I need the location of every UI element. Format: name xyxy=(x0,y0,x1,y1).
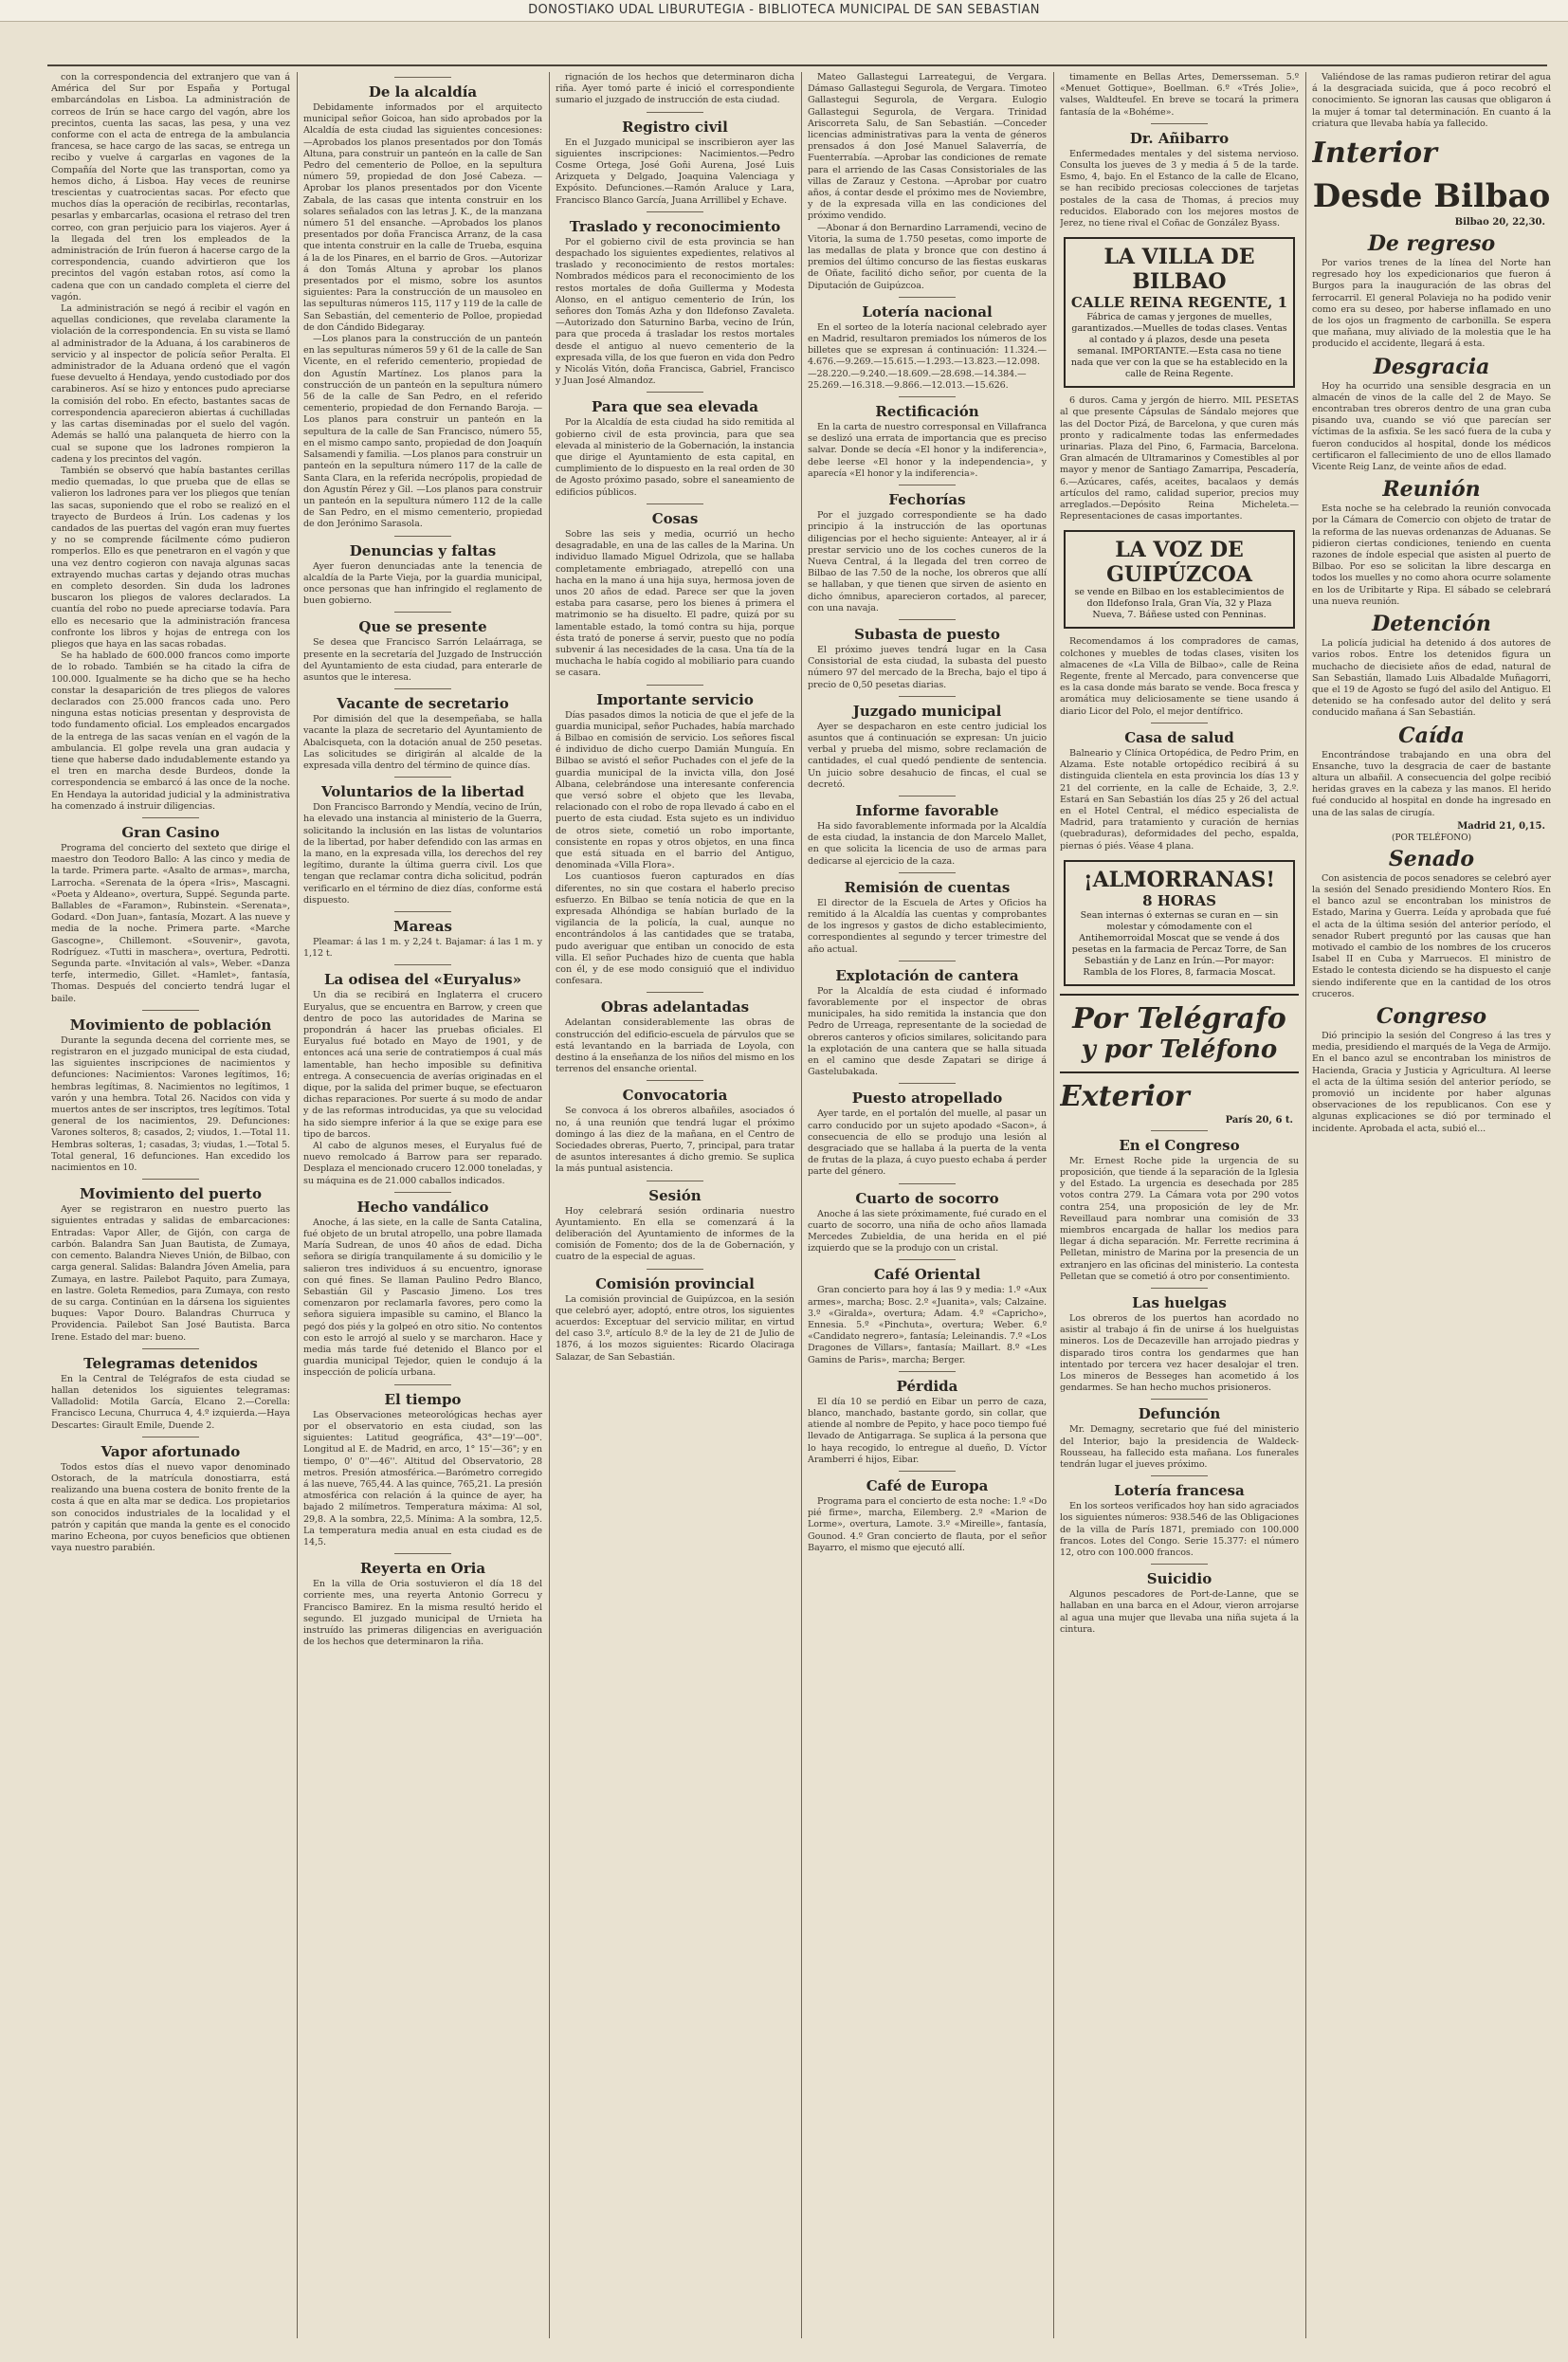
ad-subtitle: CALLE REINA REGENTE, 1 xyxy=(1070,294,1288,312)
article-text: El director de la Escuela de Artes y Oficios ha remitido á la Alcaldía las cuentas y comprobantes de los ingresos y gastos de dicho establecimiento, correspondientes al segundo y tercer trimestre del año actual. xyxy=(808,897,1047,955)
article-text: Anoche, á las siete, en la calle de Santa Catalina, fué objeto de un brutal atropello, una pobre llamada María Sudrean, de unos 40 años de edad. Dicha señora se dirigía tranquilamente á su domicilio y le salieron tres individuos á su encuentro, ignorase con qué fines. Se llaman Paulino Pedro Blanco, Sebastián Gil y Pascasio Jimeno. Los tres comenzaron por reclamarla favores, pero como la señora siguiera impasible su camino, el Blanco la pegó dos piés y la golpeó en otro sitio. No contentos con esto le arrojó al suelo y se marcharon. Hace y media más tarde fué detenido el Blanco por el guardia municipal Tejedor, quien le condujo á la inspección de policía urbana. xyxy=(303,1217,542,1379)
article-text: 6 duros. Cama y jergón de hierro. MIL PESETAS al que presente Cápsulas de Sándalo mejores que las del Doctor Pizá, de Barcelona, y que curen más pronto y radicalmente todas las enfermedades urinarias. Plaza del Pino, 6, Farmacia, Barcelona. Gran almacén de Ultramarinos y Comestibles al por mayor y menor de Santiago Zamarripa, Pescadería, 6.—Azúcares, cafés, aceites, bacalaos y demás artículos del ramo, calidad superior, precios muy arreglados.—Depósito Reina Micheleta.—Representaciones de casas importantes. xyxy=(1060,395,1299,522)
heading-rule xyxy=(899,696,956,697)
article-headline: Para que sea elevada xyxy=(592,398,758,416)
telegram-headline: Caída xyxy=(1398,723,1465,748)
article-headline: De la alcaldía xyxy=(368,83,478,101)
ad-title: LA VILLA DE BILBAO xyxy=(1103,245,1255,295)
article-headline: Las huelgas xyxy=(1132,1293,1227,1311)
ad-text: se vende en Bilbao en los establecimientos de don Ildefonso Irala, Gran Vía, 32 y Plaza Nueva, 7. Báñese usted con Penninas. xyxy=(1074,587,1285,621)
article-text: Días pasados dimos la noticia de que el jefe de la guardia municipal, señor Puchades, había marchado á Bilbao en comisión de servicio. Los señores fiscal é individuo de dicho cuerpo Damián Munguía. En Bilbao se avistó el señor Puchades con el jefe de la guardia municipal de la invicta villa, don José Albana, celebrándose una interesante conferencia que versó sobre el objeto que les llevaba, relacionado con el robo de ropa llevado á cabo en el puerto de esta ciudad. Esta sujeto es un individuo de otros siete, cometió un robo importante, consistente en ropas y otros objetos, en una finca que está situada en el barrio del Antiguo, denominada «Villa Flora». xyxy=(556,709,794,871)
heading-rule xyxy=(899,872,956,873)
heading-rule xyxy=(394,1553,451,1554)
article-text: Ha sido favorablemente informada por la Alcaldía de esta ciudad, la instancia de don Marcelo Mallet, en que solicita la licencia de uso de armas para dedicarse al ejercicio de la caza. xyxy=(808,820,1047,867)
article-headline: Denuncias y faltas xyxy=(349,541,497,559)
article-text: Por el gobierno civil de esta provincia se han despachado los siguientes expedientes, relativos al traslado y reconocimiento de restos mortales: Nombrados médicos para el reconocimiento de los restos mortales de doña Guillerma y Modesta Alonso, en el antiguo cementerio de Irún, los señores don Tomás Azha y don Ildefonso Zavaleta. —Autorizado don Saturnino Barba, vecino de Irún, para que proceda á trasladar los restos mortales desde el antiguo al nuevo cementerio de la expresada villa, de los que fueron en vida don Pedro y Nicolás Vitón, doña Francisca, Gabriel, Francisco y Juan José Almandoz. xyxy=(556,236,794,387)
article-text: Hoy ha ocurrido una sensible desgracia en un almacén de vinos de la calle del 2 de Mayo. Se encontraban tres obreros dentro de una gran cuba pisando uva, cuando se vió que parecían ser víctimas de la asfixia. Se les sacó fuera de la cuba y fueron conducidos al hospital, donde los médicos certificaron el fallecimiento de uno de ellos llamado Vicente Reig Lanz, de veinte años de edad. xyxy=(1312,380,1551,473)
article-headline: Reyerta en Oria xyxy=(359,1560,486,1578)
column-5 xyxy=(1060,72,1299,2348)
article-headline: Hecho vandálico xyxy=(356,1198,489,1216)
telegram-headline: Senado xyxy=(1388,846,1475,871)
banner-line-1: Por Telégrafo xyxy=(1072,1001,1286,1035)
section-title-large: Desde Bilbao xyxy=(1312,177,1551,216)
banner-line-2: y por Teléfono xyxy=(1081,1035,1278,1064)
heading-rule xyxy=(394,777,451,778)
article-text: Los obreros de los puertos han acordado no asistir al trabajo á fin de unirse á los huelguistas mineros. Los de Decazeville han arrojado piedras y disparado tiros contra los gendarmes que han intentado por tercera vez hacer desalojar el tren. Los mineros de Besseges han acometido á los gendarmes. Se han hecho muchos prisioneros. xyxy=(1060,1312,1299,1394)
heading-rule xyxy=(647,211,703,212)
article-text: Recomendamos á los compradores de camas, colchones y muebles de todas clases, visiten los almacenes de «La Villa de Bilbao», calle de Reina Regente, frente al Mercado, para convencerse que es la casa donde más barato se vende. Boca fresca y aromática muy deliciosamente se tiene usando á diario Licor del Polo, el mejor dentífrico. xyxy=(1060,636,1299,717)
article-headline: Pérdida xyxy=(896,1377,958,1395)
article-text: En la carta de nuestro corresponsal en Villafranca se deslizó una errata de importancia que es preciso salvar. Donde se decía «El honor y la indiferencia», debe leerse «El honor y la independencia», y aparecía «El honor y la indiferencia». xyxy=(808,422,1047,479)
article-headline: Rectificación xyxy=(875,403,979,421)
heading-rule xyxy=(394,612,451,613)
heading-rule xyxy=(1151,1288,1208,1289)
article-text: Adelantan considerablemente las obras de construcción del edificio-escuela de párvulos que se está levantando en la barriada de Loyola, con destino á la enseñanza de los niños del mismo en los terrenos del ensanche oriental. xyxy=(556,1017,794,1075)
heading-rule xyxy=(647,1269,703,1270)
column-3 xyxy=(556,72,794,2348)
telegram-headline: De regreso xyxy=(1367,231,1496,257)
article-headline: Sesión xyxy=(648,1186,702,1204)
article-text: En los sorteos verificados hoy han sido agraciados los siguientes números: 938.546 de las Obligaciones de la villa de París 1871, premiado con 100.000 francos. Lotes del Congo. Serie 15.377: el número 12, otro con 100.000 francos. xyxy=(1060,1501,1299,1558)
article-text: Esta noche se ha celebrado la reunión convocada por la Cámara de Comercio con objeto de tratar de la reforma de las nuevas ordenanzas de Aduanas. Se pidieron ciertas condiciones, teniendo en cuenta razones de índole especial que asisten al puerto de Bilbao. Por eso se solicitan la libre descarga en todos los muelles y no como ahora ocurre solamente en los de Uribitarte y Ripa. El sábado se celebrará una nueva reunión. xyxy=(1312,504,1551,607)
article-text: Mr. Demagny, secretario que fué del ministerio del Interior, bajo la presidencia de Waldeck-Rousseau, ha fallecido esta mañana. Los funerales tendrán lugar el jueves próximo. xyxy=(1060,1424,1299,1470)
column-6 xyxy=(1312,72,1551,2348)
article-headline: Fechorías xyxy=(888,491,966,509)
article-text: Ayer fueron denunciadas ante la tenencia de alcaldía de la Parte Vieja, por la guardia municipal, once personas que han infringido el reglamento de buen gobierno. xyxy=(303,560,542,607)
article-headline: Cuarto de socorro xyxy=(855,1189,999,1207)
article-headline: Voluntarios de la libertad xyxy=(320,783,525,801)
article-text: Se convoca á los obreros albañiles, asociados ó no, á una reunión que tendrá lugar el próximo domingo á las diez de la mañana, en el Centro de Sociedades obreras, Puerto, 7, principal, para tratar de asuntos interesantes á dicho gremio. Se suplica la más puntual asistencia. xyxy=(556,1106,794,1175)
article-text: Se desea que Francisco Sarrón Lelaárraga, se presente en la secretaría del Juzgado de Instrucción del Ayuntamiento de esta ciudad, para enterarle de asuntos que le interesa. xyxy=(303,637,542,683)
article-text: La comisión provincial de Guipúzcoa, en la sesión que celebró ayer, adoptó, entre otros, los siguientes acuerdos: Exceptuar del servicio militar, en virtud del caso 3.º, artículo 8.º de la ley de 21 de Julio de 1876, á los mozos siguientes: Ricardo Olaciraga Salazar, de San Sebastián. xyxy=(556,1293,794,1363)
article-headline: La odisea del «Euryalus» xyxy=(323,971,522,989)
article-text: Encontrándose trabajando en una obra del Ensanche, tuvo la desgracia de caer de bastante altura un albañil. A consecuencia del golpe recibió heridas graves en la cabeza y las manos. El herido fué conducido al hospital en donde ha ingresado en una de las salas de cirugía. xyxy=(1312,749,1551,818)
dateline: Bilbao 20, 22,30. xyxy=(1454,217,1545,229)
article-headline: Subasta de puesto xyxy=(854,625,1000,643)
article-text: La administración se negó á recibir el vagón en aquellas condiciones, que revelaba claramente la violación de la correspondencia. En su vista se llamó al administrador de la Aduana, á los carabineros de servicio y al inspector de policía señor Peralta. El administrador de la Aduana ordenó que el vagón fuese devuelto á Hendaya, yendo custodiado por dos carabineros. Así se hizo y entonces pudo apreciarse la comisión del robo. En efecto, bastantes sacas de correspondencia aparecieron abiertas á cuchilladas y las cartas diseminadas por el suelo del vagón. Además se halló una palanqueta de hierro con la cual se supone que los ladrones rompieron la cadena y los precintos del vagón. xyxy=(51,303,290,465)
article-text: También se observó que había bastantes cerillas medio quemadas, lo que prueba que de ellas se valieron los ladrones para ver los pliegos que tenían las sacas, suponiendo que el robo se realizó en el trayecto de Burdeos á Irún. Los cadenas y los candados de las puertas del vagón eran muy fuertes y no se comprende fácilmente cómo pudieron romperlos. Ello es que penetraron en el vagón y que una vez dentro cogieron con navaja algunas sacas extrayendo muchas cartas y dejando otras muchas en completo desorden. Sin duda los ladrones buscaron los pliegos de valores declarados. La cuantía del robo no puede apreciarse todavía. Para ello es necesario que la administración francesa confronte los libros y hojas de entrega con los pliegos que haya en las sacas robadas. xyxy=(51,465,290,650)
article-headline: Comisión provincial xyxy=(595,1274,755,1292)
heading-rule xyxy=(1151,1564,1208,1565)
article-headline: Gran Casino xyxy=(121,824,220,841)
heading-rule xyxy=(142,1179,199,1180)
ad-title: ¡ALMORRANAS! xyxy=(1083,867,1276,892)
heading-rule xyxy=(899,619,956,620)
article-text: En el sorteo de la lotería nacional celebrado ayer en Madrid, resultaron premiados los números de los billetes que se expresan á continuación: 11.324.—4.676.—9.269.—15.615.—1.293.—13.823.—12.098.—28.220.—9.240.—18.609.—28.698.—14.384.—25.269.—16.318.—9.866.—12.013.—15.626. xyxy=(808,321,1047,391)
article-text: Programa del concierto del sexteto que dirige el maestro don Teodoro Ballo: A las cinco y media de la tarde. Primera parte. «Asalto de armas», marcha, Larrocha. «Serenata de la ópera «Iris», Mascagni. «Poeta y Aldeano», overtura, Suppé. Segunda parte. Ballables de «Faramon», Rubinstein. «Serenata», Godard. «Don Juan», fantasía, Mozart. A las nueve y media de la noche. Primera parte. «Marche Gascogne», Chillemont. «Souvenir», gavota, Rodríguez. «Tutti in maschera», overtura, Pedrotti. Segunda parte. «Invitación al vals», Weber. «Danza terfe, intermedio, Gillet. «Hamlet», fantasía, Thomas. Después del concierto tendrá lugar el baile. xyxy=(51,843,290,1004)
advertisement-box xyxy=(1064,860,1295,986)
heading-rule xyxy=(1151,1130,1208,1131)
heading-rule xyxy=(1151,1399,1208,1400)
telegram-headline: Detención xyxy=(1372,612,1491,637)
heading-rule xyxy=(899,396,956,397)
heading-rule xyxy=(142,1010,199,1011)
dateline: Madrid 21, 0,15. xyxy=(1457,820,1545,832)
dateline: París 20, 6 t. xyxy=(1225,1114,1293,1126)
article-headline: Lotería nacional xyxy=(862,302,993,320)
article-text: Por la Alcaldía de esta ciudad é informado favorablemente por el inspector de obras municipales, ha sido remitida la instancia que don Pedro de Urreaga, representante de la sociedad de obreros canteros y oficios similares, solicitando para la explotación de una cantera que se halla situada en el camino que desde Zapatari se dirige á Gastelubakada. xyxy=(808,985,1047,1078)
top-rule xyxy=(47,64,1547,66)
article-headline: Cosas xyxy=(651,509,699,527)
article-text: con la correspondencia del extranjero que van á América del Sur por España y Portugal embarcándolas en Lisboa. La administración de correos de Irún se hace cargo del vagón, abre los precintos, cuenta las sacas, las pesa, y una vez conforme con el acta de entrega de la ambulancia francesa, se hace cargo de las sacas, se entrega un recibo y vuelve á cargarlas en vagones de la Compañía del Norte que las transportan, como ya hemos dicho, á Lisboa. Hay veces de reunirse trescientas y cuatrocientas sacas. Por efecto que muchos días la operación de recibirlas, recontarlas, pesarlas y embarcarlas, ocasiona el retraso del tren correo, con gran perjuicio para los viajeros. Ayer á la llegada del tren los empleados de la administración de Irún fueron á hacerse cargo de la correspondencia, cuando advirtieron que los precintos del vagón estaban rotos, así como la cadena que con un candado completa el cierre del vagón. xyxy=(51,72,290,302)
article-text: El próximo jueves tendrá lugar en la Casa Consistorial de esta ciudad, la subasta del puesto número 97 del mercado de la Brecha, bajo el tipo á precio de 0,50 pesetas diarias. xyxy=(808,644,1047,690)
heading-rule xyxy=(394,964,451,965)
heading-rule xyxy=(142,1348,199,1349)
heading-rule xyxy=(394,688,451,689)
telegram-headline: Desgracia xyxy=(1373,354,1490,379)
article-headline: Café Oriental xyxy=(873,1266,981,1284)
article-headline: Que se presente xyxy=(358,618,487,636)
telephone-note: (POR TELÉFONO) xyxy=(1391,833,1472,843)
ad-text: Fábrica de camas y jergones de muelles, garantizados.—Muelles de todas clases. Ventas al contado y á plazos, desde una peseta semanal. IMPORTANTE.—Esta casa no tiene nada que ver con la que se ha establecido en la calle de Reina Regente. xyxy=(1070,312,1288,380)
article-text: Ayer se despacharon en este centro judicial los asuntos que á continuación se expresan: Un juicio verbal y prueba del mismo, sobre reclamación de cantidades, el cual quedó pendiente de sentencia. Un juicio sobre desahucio de fincas, el cual se decretó. xyxy=(808,721,1047,790)
heading-rule xyxy=(394,1192,451,1193)
article-text: Enfermedades mentales y del sistema nervioso. Consulta los jueves de 3 y media á 5 de la tarde. Esmo, 4, bajo. En el Estanco de la calle de Elcano, se han recibido preciosas colecciones de tarjetas postales de la casa de Thomas, á precios muy reducidos. Elaborado con los mejores mostos de Jerez, no tiene rival el Coñac de González Byass. xyxy=(1060,148,1299,229)
article-text: Durante la segunda decena del corriente mes, se registraron en el juzgado municipal de esta ciudad, las siguientes inscripciones de nacimientos y defunciones: Nacimientos: Varones legítimos, 16; hembras legítimas, 8. Nacimientos no legítimos, 1 varón y una hembra. Total 26. Nacidos con vida y muertos antes de ser inscriptos, tres legítimos. Total general de los nacimientos, 29. Defunciones: Varones solteros, 8; casados, 2; viudos, 1.—Total 11. Hembras solteras, 1; casadas, 3; viudas, 1.—Total 5. Total general, 16 defunciones. Han excedido los nacimientos en 10. xyxy=(51,1035,290,1174)
heading-rule xyxy=(647,685,703,686)
article-text: Los cuantiosos fueron capturados en días diferentes, no sin que costara el haberlo preciso esfuerzo. En Bilbao se tenía noticia de que en la expresada Alhóndiga se habían burlado de la vigilancia de la policía, la cual, aunque no encontrándolos á las cantidades que se trataba, pudo averiguar que entiban un conocido de esta villa. El señor Puchades hizo de cuenta que habla con él, y de ese modo consiguió que el individuo confesara. xyxy=(556,871,794,987)
article-text: Un dia se recibirá en Inglaterra el crucero Euryalus, que se encuentra en Barrow, y creen que dentro de poco las autoridades de Marina se propondrán á hacer las pruebas oficiales. El Euryalus fué botado en Mayo de 1901, y de entonces acá una serie de contratiempos á cual más lamentable, han hecho imposible su definitiva entrega. A consecuencia de averías originadas en el dique, por la salida del primer buque, se efectuaron dichas reparaciones. Por suerte á su modo de andar y de las reformas introducidas, ya que su velocidad ha sido siempre inferior á la que se exige para ese tipo de barcos. xyxy=(303,990,542,1140)
ad-subtitle: 8 HORAS xyxy=(1142,891,1216,909)
telegram-headline: Congreso xyxy=(1376,1003,1487,1029)
heading-rule xyxy=(647,1080,703,1081)
article-text: Programa para el concierto de esta noche: 1.º «Do pié firme», marcha, Eilemberg. 2.º «Marion de Lorme», overtura, Lamote. 3.º «Mireille», fantasía, Gounod. 4.º Gran concierto de flauta, por el señor Bayarro, el mismo que ejecutó allí. xyxy=(808,1496,1047,1553)
article-headline: Mareas xyxy=(393,917,452,935)
article-headline: Casa de salud xyxy=(1124,728,1234,746)
article-headline: Puesto atropellado xyxy=(851,1089,1003,1108)
article-text: Por varios trenes de la línea del Norte han regresado hoy los expedicionarios que fueron á Burgos para la inauguración de las obras del ferrocarril. El general Polavieja no ha podido venir como era su deseo, por haberse inflamado en uno de los ojos un fragmento de carbonilla. Se espera que mañana, muy aliviado de la molestia que le ha producido el accidente, llegará á esta. xyxy=(1312,258,1551,350)
heading-rule xyxy=(647,392,703,393)
article-headline: Explotación de cantera xyxy=(835,966,1019,984)
article-headline: Informe favorable xyxy=(855,801,999,819)
heading-rule xyxy=(394,536,451,537)
article-text: En la villa de Oria sostuvieron el día 18 del corriente mes, una reyerta Antonio Gorrecu y Francisco Bamirez. En la misma resultó herido el segundo. El juzgado municipal de Urnieta ha instruído las primeras diligencias en averiguación de los hechos que determinaron la riña. xyxy=(303,1579,542,1648)
article-text: Con asistencia de pocos senadores se celebró ayer la sesión del Senado presidiendo Montero Ríos. En el banco azul se encontraban los ministros de Estado, Marina y Guerra. Leída y aprobada que fué el acta de la última sesión del anterior período, el senador Rubert preguntó por las causas que han motivado el cambio de los nombres de los cruceros Isabel II en Cuba y Marruecos. El ministro de Estado le contesta diciendo se ha dispuesto el canje siendo indiferente que en la cantidad de los otros cruceros. xyxy=(1312,872,1551,999)
telegram-headline: Reunión xyxy=(1382,477,1481,503)
article-text: Ayer se registraron en nuestro puerto las siguientes entradas y salidas de embarcaciones: Entradas: Vapor Aller, de Gijón, con carga de carbón. Balandra San Juan Bautista, de Zumaya, con cemento. Balandra Nieves Unión, de Bilbao, con carga general. Salidas: Balandra Jóven Amelia, para Zumaya, en lastre. Pailebot Paquito, para Zumaya, en lastre. Goleta Remedios, para Zumaya, con resto de su carga. Continúan en la dársena los siguientes buques: Vapor Douro. Balandras Churruca y Providencia. Pailebot San José Bautista. Barca Irene. Estado del mar: bueno. xyxy=(51,1204,290,1343)
article-text: rignación de los hechos que determinaron dicha riña. Ayer tomó parte é inició el correspondiente sumario el juzgado de instrucción de esta ciudad. xyxy=(556,72,794,106)
article-text: En el Juzgado municipal se inscribieron ayer las siguientes inscripciones: Nacimientos.—Pedro Cosme Ortega, José Goñi Aurena, José Luis Arizqueta y Delgado, Joaquina Valenciaga y Expósito. Defunciones.—Ramón Araluce y Lara, Francisco Blanco García, Juana Arrillibel y Echave. xyxy=(556,137,794,206)
article-text: Pleamar: á las 1 m. y 2,24 t. Bajamar: á las 1 m. y 1,12 t. xyxy=(303,936,542,960)
article-headline: En el Congreso xyxy=(1119,1136,1240,1154)
heading-rule xyxy=(394,77,451,78)
article-text: En la Central de Telégrafos de esta ciudad se hallan detenidos los siguientes telegramas: Valladolid: Motila García, Elcano 2.—Corella: Francisco Lecuna, Churruca 4, 4.º izquierda.—Haya Descartes: Girault Emile, Duende 2. xyxy=(51,1373,290,1431)
article-headline: Suicidio xyxy=(1146,1570,1212,1588)
heading-rule xyxy=(1151,123,1208,124)
article-text: Dió principio la sesión del Congreso á las tres y media, presidiendo el marqués de la Vega de Armijo. En el banco azul se encontraban los ministros de Hacienda, Gracia y Justicia y Agricultura. Al leerse el acta de la última sesión del anterior período, se promovió un incidente por haber algunas observaciones de los republicanos. Con ese y algunas explicaciones se dió por terminado el incidente. Aprobada el acta, subió el... xyxy=(1312,1030,1551,1134)
ad-title: LA VOZ DE GUIPÚZCOA xyxy=(1106,538,1252,588)
article-text: Debidamente informados por el arquitecto municipal señor Goicoa, han sido aprobados por la Alcaldía de esta ciudad las siguientes concesiones: —Aprobados los planos presentados por don Tomás Altuna, para construir un panteón en la calle de San Pedro del cementerio de Polloe, en la sepultura número 59, propiedad de don José Cabeza. —Aprobar los planos presentados por don Vicente Zabala, de las casas que intenta construir en los solares señalados con las letras J. K., de la manzana número 51 del ensanche. —Aprobados los planos presentados por doña Francisca Arranz, de la casa que intenta construir en la calle de Trueba, esquina á la de los Pinares, en el barrio de Gros. —Autorizar á don Tomás Altuna y aprobar los planos presentados por el mismo, sobre los asuntos siguientes: Para la construcción de un mausoleo en las sepulturas números 115, 117 y 119 de la calle de San Sebastián, del cementerio de Polloe, propiedad de don Cándido Bidegaray. xyxy=(303,102,542,333)
article-text: Por el juzgado correspondiente se ha dado principio á la instrucción de las oportunas diligencias por el hecho siguiente: Anteayer, al ir á prestar servicio uno de los coches cuneros de la Nueva Central, á la llegada del tren correo de Bilbao de las 7.50 de la noche, los obreros que allí se hallaban, y que tienen que sirven de asiento en dicho ómnibus, aparecieron cortados, al parecer, con una navaja. xyxy=(808,510,1047,613)
article-headline: Obras adelantadas xyxy=(600,998,750,1016)
heading-rule xyxy=(899,1471,956,1472)
article-headline: Vacante de secretario xyxy=(337,695,509,713)
article-headline: Remisión de cuentas xyxy=(844,878,1011,896)
article-text: Por dimisión del que la desempeñaba, se halla vacante la plaza de secretario del Ayuntamiento de Abalcisqueta, con la dotación anual de 250 pesetas. Las solicitudes se dirigirán al alcalde de la expresada villa dentro del término de quince días. xyxy=(303,714,542,771)
section-title: Exterior xyxy=(1060,1079,1190,1113)
article-headline: Lotería francesa xyxy=(1114,1482,1245,1500)
article-headline: Movimiento del puerto xyxy=(80,1185,262,1203)
article-text: Sobre las seis y media, ocurrió un hecho desagradable, en una de las calles de la Marina. Un individuo llamado Miguel Odrizola, que se hallaba completamente embriagado, atrepelló con una hacha en la mano á una hija suya, hermosa joven de unos 20 años de edad. Parece ser que la joven estaba para casarse, pero los bienes á primera el matrimonio se ha disuelto. El padre, quizá por su lamentable estado, la tomó contra su hija, porque ésta trató de ponerse á servir, puesto que no podía subvenir á las necesidades de la casa. Una tía de la muchacha le había cogido al mobiliario para cuando se casara. xyxy=(556,528,794,679)
columns-container xyxy=(51,72,1549,2348)
article-text: Algunos pescadores de Port-de-Lanne, que se hallaban en una barca en el Adour, vieron arrojarse al agua una mujer que llevaba una niña sujeta á la cintura. xyxy=(1060,1589,1299,1635)
article-headline: Telegramas detenidos xyxy=(83,1354,258,1372)
article-text: La policía judicial ha detenido á dos autores de varios robos. Entre los detenidos figura un muchacho de diecisiete años de edad, natural de San Sebastián, llamado Luis Albadalde Muñagorri, que el 19 de Agosto se fugó del asilo del Antiguo. El detenido se ha confesado autor del delito y será conducido mañana á San Sebastián. xyxy=(1312,638,1551,719)
article-headline: Registro civil xyxy=(622,118,728,136)
heading-rule xyxy=(899,1371,956,1372)
heading-rule xyxy=(647,992,703,993)
article-text: Hoy celebrará sesión ordinaria nuestro Ayuntamiento. En ella se comenzará á la deliberación del Ayuntamiento de informes de la comisión de Fomento; dos de la de Gobernación, y cuatro de la especial de aguas. xyxy=(556,1205,794,1263)
heading-rule xyxy=(899,1183,956,1184)
article-text: Al cabo de algunos meses, el Euryalus fué de nuevo remolcado á Barrow para ser reparado. Desplaza el mencionado crucero 12.000 toneladas, y su máquina es de 21.000 caballos indicados. xyxy=(303,1141,542,1186)
article-text: Mr. Ernest Roche pide la urgencia de su proposición, que tiende á la separación de la Iglesia y del Estado. La urgencia es desechada por 285 votos contra 279. La Cámara vota por 290 votos contra 254, una proposición de ley de Mr. Reveillaud para nombrar una comisión de 33 miembros encargada de hallar los medios para llegar á dicha separación. Mr. Ferrette recrimina á Pelletan, ministro de Marina por la presencia de un extranjero en las oficinas del ministerio. La contesta Pelletan que se cometió á otro por consentimiento. xyxy=(1060,1155,1299,1282)
heading-rule xyxy=(1151,1475,1208,1476)
column-2 xyxy=(303,72,542,2348)
article-headline: El tiempo xyxy=(384,1390,462,1408)
telegraph-banner xyxy=(1060,994,1299,1073)
column-1 xyxy=(51,72,290,2348)
heading-rule xyxy=(647,112,703,113)
article-text: Don Francisco Barrondo y Mendía, vecino de Irún, ha elevado una instancia al ministerio de la Guerra, solicitando la inclusión en las listas de voluntarios de la libertad, por haber defendido con las armas en la mano, en la expresada villa, los derechos del rey legítimo, durante la última guerra civil. Los que tengan que reclamar contra dicha solicitud, podrán verificarlo en el término de diez días, conforme está dispuesto. xyxy=(303,802,542,906)
archive-header: DONOSTIAKO UDAL LIBURUTEGIA - BIBLIOTECA MUNICIPAL DE SAN SEBASTIAN xyxy=(0,0,1568,22)
article-text: Todos estos días el nuevo vapor denominado Ostorach, de la matrícula donostiarra, está realizando una buena costera de bonito frente de la costa á que en alta mar se dedica. Los propietarios son conocidos industriales de la localidad y el patrón y capitán que manda la gente es el conocido marino Echeona, por cuyos beneficios que obtienen vaya nuestro parabién. xyxy=(51,1461,290,1554)
article-headline: Dr. Añibarro xyxy=(1129,129,1230,147)
article-headline: Defunción xyxy=(1138,1405,1221,1423)
article-headline: Movimiento de población xyxy=(69,1016,272,1034)
article-text: Anoche á las siete próximamente, fué curado en el cuarto de socorro, una niña de ocho años llamada Mercedes Zubieldia, de una herida en el pié izquierdo que se la produjo con un cristal. xyxy=(808,1208,1047,1254)
heading-rule xyxy=(394,911,451,912)
column-4 xyxy=(808,72,1047,2348)
heading-rule xyxy=(394,1384,451,1385)
article-text: Balneario y Clínica Ortopédica, de Pedro Prim, en Alzama. Este notable ortopédico recibirá á su distinguida clientela en esta provincia los días 13 y 21 del corriente, en la calle de Echaide, 3, 2.º. Estará en San Sebastián los días 25 y 26 del actual en el Hotel Central, el médico especialista de Madrid, para tratamiento y curación de hernias (quebraduras), deformidades del pecho, espalda, piernas ó piés. Véase 4 plana. xyxy=(1060,747,1299,851)
ad-text: Sean internas ó externas se curan en — sin molestar y cómodamente con el Antihemorroidal Moscat que se vende á dos pesetas en la farmacia de Percaz Torre, de San Sebastián y de Lanz en Irún.—Por mayor: Rambla de los Flores, 8, farmacia Moscat. xyxy=(1071,909,1287,978)
article-headline: Juzgado municipal xyxy=(852,702,1002,720)
advertisement-box xyxy=(1064,237,1295,388)
advertisement-box xyxy=(1064,530,1295,629)
article-text: Por la Alcaldía de esta ciudad ha sido remitida al gobierno civil de esta provincia, para que sea elevada al ministerio de la Gobernación, la instancia que dirige el Ayuntamiento de esta capital, en cumplimiento de lo dispuesto en la real orden de 30 de Agosto próximo pasado, sobre el saneamiento de edificios públicos. xyxy=(556,417,794,498)
article-text: Se ha hablado de 600.000 francos como importe de lo robado. También se ha citado la cifra de 100.000. Igualmente se ha dicho que se ha hecho constar la desaparición de tres pliegos de valores declarados con 25.000 francos cada uno. Pero ninguna estas noticias presentan y desprovista de todo fundamento oficial. Los empleados encargados de la entrega de las sacas venían en el vagón de la ambulancia. El golpe revela una gran audacia y tiene que haberse dado indudablemente estando ya el tren en marcha desde Burdeos, donde la correspondencia se embarcó á las once de la noche. En Hendaya la autoridad judicial y la administrativa ha comenzado á instruir diligencias. xyxy=(51,650,290,812)
article-text: Las Observaciones meteorológicas hechas ayer por el observatorio en esta ciudad, son las siguientes: Latitud geográfica, 43°—19'—00". Longitud al E. de Madrid, en arco, 1° 15'—36"; y en tiempo, 0' 0''—46''. Altitud del Observatorio, 28 metros. Presión atmosférica.—Barómetro corregido á las nueve, 765,44. A las quince, 765,21. La presión atmosférica con relación á la quince de ayer, ha bajado 2 milímetros. Temperatura máxima: Al sol, 29,8. A la sombra, 22,5. Mínima: A la sombra, 12,5. La temperatura media anual en esta ciudad es de 14,5. xyxy=(303,1409,542,1547)
heading-rule xyxy=(899,1259,956,1260)
heading-rule xyxy=(899,1083,956,1084)
article-text: timamente en Bellas Artes, Demersseman. 5.º «Menuet Gottique», Boellman. 6.º «Trés Jolie», valses, Waldteufel. En breve se tocará la primera fantasía de la «Bohéme». xyxy=(1060,72,1299,118)
article-text: —Los planos para la construcción de un panteón en las sepulturas números 59 y 61 de la calle de San Vicente, en el referido cementerio, propiedad de don Agustín Martínez. Los planos para la construcción de un panteón en la sepultura número 56 de la calle de San Pedro, en el referido cementerio, propiedad de don Fernando Baroja. —Los planos para construir un panteón en la sepultura de la calle de San Francisco, número 55, en el mismo campo santo, propiedad de don Joaquín Salsamendi y familia. —Los planos para construir un panteón en la sepultura número 117 de la calle de Santa Clara, en la referida necrópolis, propiedad de don Agustín Pérez y Gil. —Los planos para construir un panteón en la sepultura número 112 de la calle de San Pedro, en el mismo cementerio, propiedad de don Jerónimo Sarasola. xyxy=(303,334,542,530)
article-headline: Convocatoria xyxy=(622,1087,728,1105)
article-text: El día 10 se perdió en Eibar un perro de caza, blanco, manchado, bastante gordo, sin collar, que atiende al nombre de Pepito, y hace poco tiempo fué llevado de Antigarraga. Se suplica á la persona que lo haya recogido, lo entregue al dueño, D. Víctor Aramberri é hijos, Eibar. xyxy=(808,1396,1047,1465)
article-text: Ayer tarde, en el portalón del muelle, al pasar un carro conducido por un sujeto apodado «Sacon», á consecuencia de ello se produjo una lesión al desgraciado que se hallaba á la puerta de la venta de frutas de la plaza, á cuyo puesto echaba á perder parte del género. xyxy=(808,1108,1047,1178)
article-headline: Traslado y reconocimiento xyxy=(569,217,781,235)
article-headline: Café de Europa xyxy=(866,1477,989,1495)
article-text: —Abonar á don Bernardino Larramendi, vecino de Vitoria, la suma de 1.750 pesetas, como importe de las medallas de plata y bronce que con destino á premios del último concurso de las fiestas euskaras de Oñate, facilitó dicho señor, por cuenta de la Diputación de Guipúzcoa. xyxy=(808,222,1047,291)
article-text: Gran concierto para hoy á las 9 y media: 1.º «Aux armes», marcha; Bosc. 2.º «Juanita», vals; Calzaine. 3.º «Giralda», overtura; Adam. 4.º «Capricho», Ennesia. 5.º «Pinchuta», overtura; Weber. 6.º «Candidato negrero», fantasía; Leleinandis. 7.º «Los Dragones de Villars», fantasía; Maillart. 8.º «Les Gamins de Paris», marcha; Berger. xyxy=(808,1285,1047,1365)
section-title: Interior xyxy=(1312,137,1437,171)
heading-rule xyxy=(899,297,956,298)
heading-rule xyxy=(142,817,199,818)
article-text: Mateo Gallastegui Larreategui, de Vergara. Dámaso Gallastegui Segurola, de Vergara. Timoteo Gallastegui Segurola, de Vergara. Eulogio Gallastegui Segurola, de Vergara. Trinidad Ariscorreta Salu, de San Sebastián. —Conceder licencias administrativas para la venta de géneros prensados á don José Manuel Salaverría, de Fuenterrabía. —Aprobar las condiciones de remate para el arriendo de las Casas Consistoriales de las villas de Zarauz y Cestona. —Aprobar por cuatro años, á contar desde el próximo mes de Noviembre, y de la expresada villa en las condiciones del próximo vendido. xyxy=(808,72,1047,222)
article-headline: Vapor afortunado xyxy=(100,1442,241,1460)
article-text: Valiéndose de las ramas pudieron retirar del agua á la desgraciada suicida, que á poco recobró el conocimiento. Se ignoran las causas que obligaron á la mujer á tomar tal determinación. En cuanto á la criatura que llevaba había ya fallecido. xyxy=(1312,72,1551,129)
article-headline: Importante servicio xyxy=(596,690,754,708)
